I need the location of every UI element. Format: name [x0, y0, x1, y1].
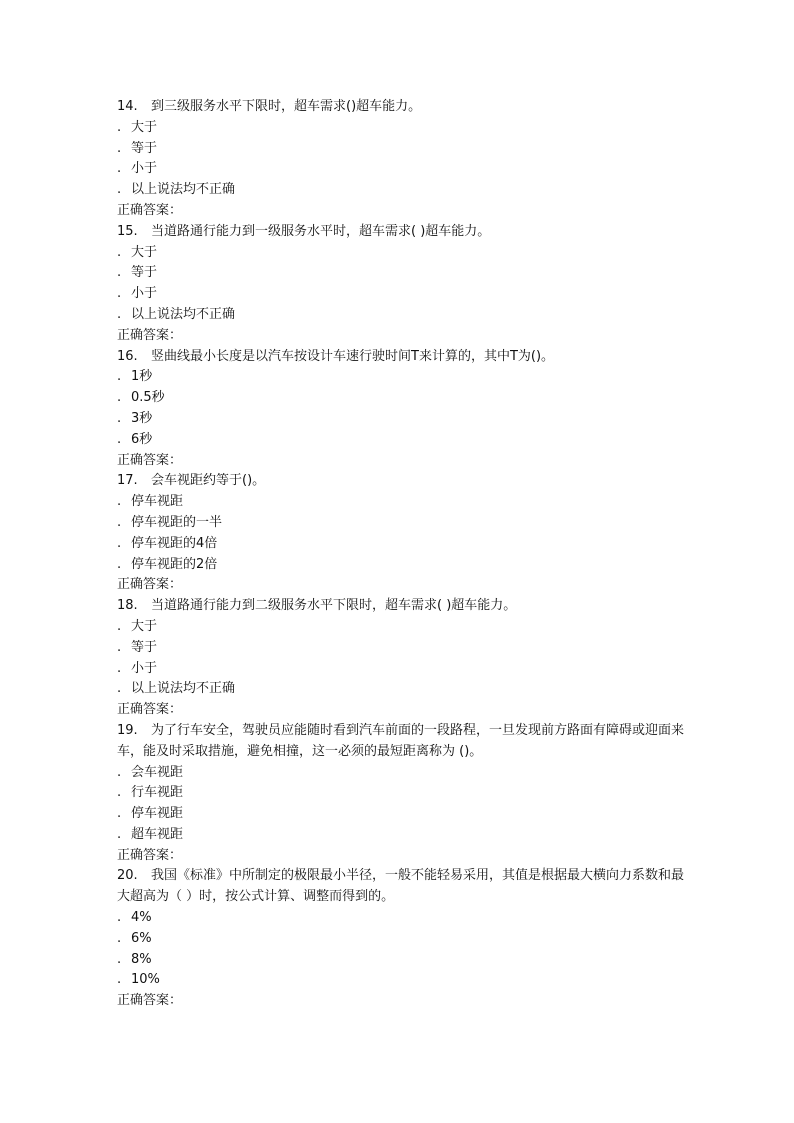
option-text: 6%	[131, 930, 152, 946]
question-text: 当道路通行能力到二级服务水平下限时，超车需求( )超车能力。	[151, 598, 517, 614]
option-text: 停车视距	[131, 806, 184, 822]
option-text: 4%	[131, 910, 152, 926]
option-c: . 停车视距的4倍	[117, 535, 218, 551]
option-text: 大于	[131, 119, 158, 135]
option-text: 行车视距	[131, 785, 184, 801]
question-number: 16.	[117, 348, 138, 364]
option-text: 停车视距的2倍	[131, 556, 218, 572]
option-text: 停车视距的4倍	[131, 535, 218, 551]
question-text: 当道路通行能力到一级服务水平时，超车需求( )超车能力。	[151, 223, 491, 239]
option-d: . 以上说法均不正确	[117, 681, 236, 697]
option-text: 大于	[131, 244, 158, 260]
option-b: . 等于	[117, 265, 158, 281]
question-text: 到三级服务水平下限时，超车需求()超车能力。	[151, 99, 422, 114]
option-text: 10%	[131, 972, 160, 988]
question-16	[117, 347, 697, 368]
answer-label: 正确答案：	[117, 702, 183, 718]
option-a: . 停车视距	[117, 494, 184, 510]
option-a: . 大于	[117, 244, 158, 260]
option-text: 以上说法均不正确	[131, 182, 236, 198]
answer-label: 正确答案：	[117, 202, 183, 218]
option-text: 1秒	[131, 369, 153, 385]
document-page	[117, 97, 697, 1012]
question-text: 会车视距约等于()。	[151, 473, 266, 489]
option-text: 3秒	[131, 410, 153, 426]
answer-label: 正确答案：	[117, 993, 183, 1009]
option-d: . 停车视距的2倍	[117, 556, 218, 572]
option-d: . 以上说法均不正确	[117, 182, 236, 198]
option-text: 超车视距	[131, 826, 184, 842]
answer-label: 正确答案：	[117, 327, 183, 343]
option-text: 停车视距	[131, 494, 184, 510]
option-text: 会车视距	[131, 764, 184, 780]
option-a: . 大于	[117, 119, 158, 135]
option-b: . 行车视距	[117, 785, 184, 801]
question-number: 19.	[117, 722, 138, 738]
option-a: . 1秒	[117, 369, 153, 385]
question-18	[117, 596, 697, 617]
option-c: . 停车视距	[117, 806, 184, 822]
option-b: . 等于	[117, 639, 158, 655]
question-text: 为了行车安全，驾驶员应能随时看到汽车前面的一段路程，一旦发现前方路面有障碍或迎面来车，能及时采取措施，避免相撞，这一必须的最短距离称为 ()。	[117, 722, 685, 759]
option-a: . 4%	[117, 910, 152, 926]
option-b: . 6%	[117, 930, 152, 946]
question-number: 14.	[117, 99, 138, 114]
option-c: . 小于	[117, 286, 158, 302]
option-text: 小于	[131, 286, 158, 302]
option-text: 0.5秒	[131, 390, 165, 406]
option-c: . 8%	[117, 951, 152, 967]
question-number: 15.	[117, 223, 138, 239]
question-15	[117, 222, 697, 243]
option-text: 以上说法均不正确	[131, 306, 236, 322]
question-20	[117, 866, 692, 908]
option-text: 小于	[131, 660, 158, 676]
answer-label: 正确答案：	[117, 577, 183, 593]
option-d: . 6秒	[117, 431, 153, 447]
question-19	[117, 721, 692, 763]
option-a: . 大于	[117, 618, 158, 634]
question-number: 18.	[117, 598, 138, 614]
option-c: . 3秒	[117, 410, 153, 426]
option-a: . 会车视距	[117, 764, 184, 780]
option-text: 8%	[131, 951, 152, 967]
answer-label: 正确答案：	[117, 847, 183, 863]
option-text: 以上说法均不正确	[131, 681, 236, 697]
option-c: . 小于	[117, 161, 158, 177]
option-text: 小于	[131, 161, 158, 177]
question-text: 竖曲线最小长度是以汽车按设计车速行驶时间T来计算的，其中T为()。	[151, 348, 555, 364]
option-b: . 停车视距的一半	[117, 514, 223, 530]
option-text: 大于	[131, 618, 158, 634]
answer-label: 正确答案：	[117, 452, 183, 468]
option-text: 等于	[131, 639, 158, 655]
option-text: 6秒	[131, 431, 153, 447]
option-b: . 等于	[117, 140, 158, 156]
option-b: . 0.5秒	[117, 390, 165, 406]
question-number: 20.	[117, 868, 138, 884]
option-text: 等于	[131, 140, 158, 156]
option-d: . 10%	[117, 972, 160, 988]
question-number: 17.	[117, 473, 138, 489]
option-text: 等于	[131, 265, 158, 281]
option-d: . 超车视距	[117, 826, 184, 842]
option-d: . 以上说法均不正确	[117, 306, 236, 322]
question-14	[117, 97, 697, 118]
option-c: . 小于	[117, 660, 158, 676]
question-text: 我国《标准》中所制定的极限最小半径，一般不能轻易采用，其值是根据最大横向力系数和最大超高为（ ）时，按公式计算、调整而得到的。	[117, 868, 685, 905]
question-17	[117, 471, 697, 492]
option-text: 停车视距的一半	[131, 514, 223, 530]
